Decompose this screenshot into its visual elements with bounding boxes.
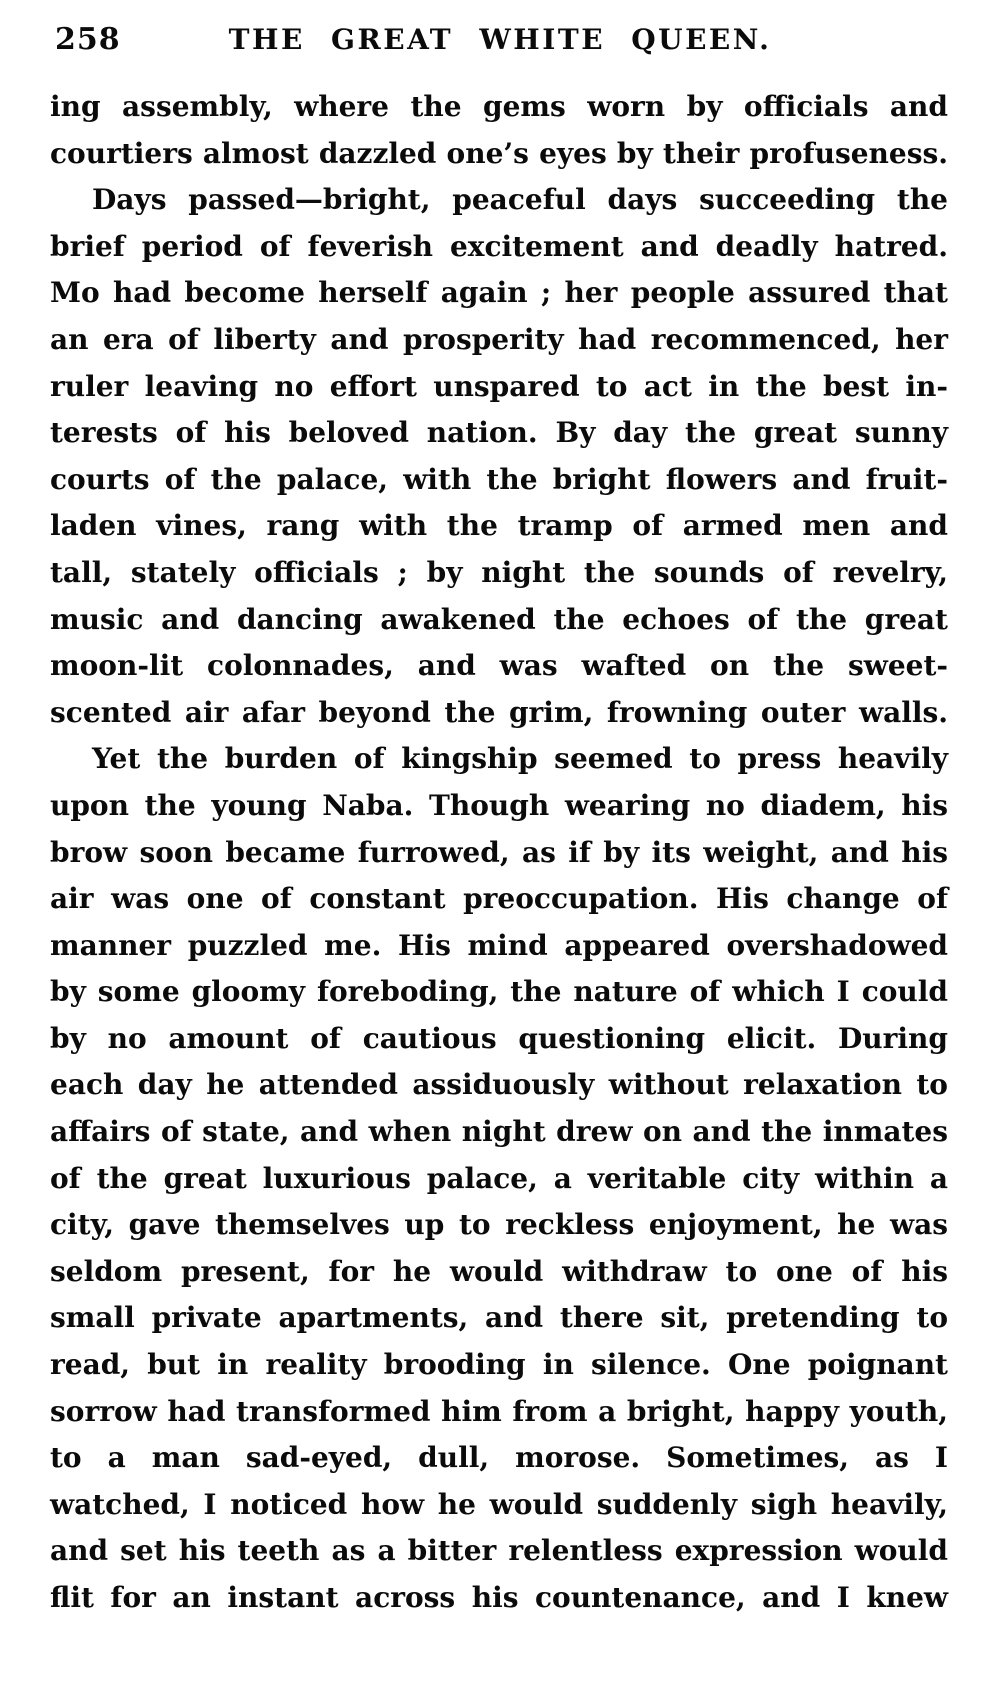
text-line: tall, stately officials ; by night the sounds of revelry, — [50, 555, 948, 589]
text-line: city, gave themselves up to reckless enjoyment, he was — [50, 1208, 948, 1242]
text-line: seldom present, for he would withdraw to one of his — [50, 1254, 948, 1288]
text-line: brow soon became furrowed, as if by its weight, and his — [50, 835, 948, 869]
text-line: sorrow had transformed him from a bright, happy youth, — [50, 1394, 948, 1428]
text-line: small private apartments, and there sit, pretending to — [50, 1301, 948, 1335]
running-head — [55, 22, 945, 64]
text-line: affairs of state, and when night drew on and the inmates — [50, 1115, 948, 1149]
text-line: of the great luxurious palace, a veritable city within a — [50, 1161, 948, 1195]
text-line: ing assembly, where the gems worn by officials and — [50, 90, 948, 123]
text-line: by some gloomy foreboding, the nature of which I could — [50, 975, 948, 1009]
text-line: upon the young Naba. Though wearing no diadem, his — [50, 788, 948, 822]
paragraph — [50, 84, 948, 177]
text-line: brief period of feverish excitement and deadly hatred. — [50, 229, 948, 263]
text-line: moon-lit colonnades, and was wafted on the sweet- — [50, 649, 948, 683]
text-line: air was one of constant preoccupation. His change of — [50, 882, 948, 916]
text-line: music and dancing awakened the echoes of the great — [50, 602, 948, 636]
text-line: and set his teeth as a bitter relentless expression would — [50, 1534, 948, 1568]
text-line: Yet the burden of kingship seemed to press heavily — [92, 742, 948, 776]
paragraph — [50, 177, 948, 736]
text-line: read, but in reality brooding in silence. One poignant — [50, 1348, 948, 1382]
text-line: Mo had become herself again ; her people assured that — [50, 276, 948, 310]
text-line: watched, I noticed how he would suddenly sigh heavily, — [50, 1487, 948, 1521]
text-line: terests of his beloved nation. By day the great sunny — [50, 416, 948, 450]
body-text — [50, 84, 948, 1622]
text-line: by no amount of cautious questioning elicit. During — [50, 1021, 948, 1055]
text-line: Days passed—bright, peaceful days succeeding the — [92, 183, 948, 217]
text-line: courtiers almost dazzled one’s eyes by their profuseness. — [50, 136, 948, 170]
text-line: ruler leaving no effort unspared to act in the best in- — [50, 369, 948, 403]
text-line: scented air afar beyond the grim, frowning outer walls. — [50, 695, 948, 729]
page-number: 258 — [55, 22, 121, 57]
paragraph — [50, 736, 948, 1621]
text-line: to a man sad-eyed, dull, morose. Sometimes, as I — [50, 1441, 948, 1475]
text-line: laden vines, rang with the tramp of armed men and — [50, 509, 948, 543]
text-line: manner puzzled me. His mind appeared overshadowed — [50, 928, 948, 962]
text-line: courts of the palace, with the bright flowers and fruit- — [50, 462, 948, 496]
text-line: an era of liberty and prosperity had recommenced, her — [50, 322, 948, 356]
text-line: each day he attended assiduously without relaxation to — [50, 1068, 948, 1102]
text-line: flit for an instant across his countenance, and I knew — [50, 1581, 948, 1614]
running-title: THE GREAT WHITE QUEEN. — [228, 23, 772, 56]
